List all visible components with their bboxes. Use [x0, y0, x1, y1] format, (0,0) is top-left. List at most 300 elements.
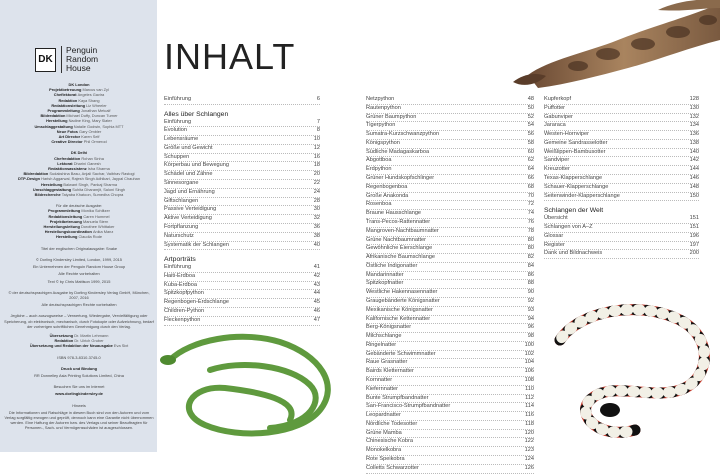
- toc-page-number: 58: [527, 139, 534, 146]
- imprint-person: Claudia Rode: [78, 234, 103, 240]
- toc-entry[interactable]: [366, 272, 534, 281]
- toc-page-number: 82: [527, 254, 534, 261]
- toc-entry[interactable]: [366, 298, 534, 307]
- toc-entry-label: Grüne Mamba: [366, 429, 402, 436]
- toc-entry[interactable]: [164, 154, 320, 163]
- imprint-person: Manuela Stern: [82, 218, 109, 224]
- toc-entry[interactable]: [164, 136, 320, 145]
- imprint-gap: [4, 378, 154, 382]
- toc-entry-label: Grüner Hundskopfschlinger: [366, 175, 435, 182]
- toc-entry[interactable]: [366, 245, 534, 254]
- toc-page-number: 60: [527, 148, 534, 155]
- toc-section-heading: Artporträts: [164, 256, 196, 264]
- toc-entry[interactable]: [366, 307, 534, 316]
- toc-page-number: 136: [689, 131, 699, 138]
- toc-entry-label: Königspython: [366, 139, 400, 146]
- toc-entry-label: Glossar: [544, 232, 564, 239]
- toc-entry[interactable]: [366, 289, 534, 298]
- toc-entry[interactable]: [544, 122, 699, 131]
- toc-entry[interactable]: [544, 224, 699, 233]
- imprint-role: Projektbetreuung: [49, 218, 83, 224]
- toc-page-number: 72: [527, 201, 534, 208]
- imprint-line: Hinweis: [72, 402, 86, 408]
- imprint-role: Bildredaktion: [23, 171, 50, 177]
- toc-entry[interactable]: [366, 184, 534, 193]
- imprint-heading: DK Delhi: [70, 150, 88, 156]
- toc-entry-label: Gabunviper: [544, 113, 573, 120]
- toc-entry[interactable]: [544, 96, 699, 105]
- imprint-line: RR Donnelley Asia Printing Solutions Limited, China: [34, 372, 124, 378]
- toc-entry[interactable]: [544, 175, 699, 184]
- toc-page-number: 32: [313, 215, 320, 222]
- imprint-gap: [4, 397, 154, 401]
- toc-entry[interactable]: [366, 263, 534, 272]
- toc-page-number: 124: [524, 456, 534, 463]
- toc-entry[interactable]: [544, 149, 699, 158]
- toc-page-number: 70: [527, 192, 534, 199]
- toc-entry-label: Südliche Madagaskarboa: [366, 148, 430, 155]
- toc-page-number: 54: [527, 122, 534, 129]
- imprint-role: Programmleitung: [48, 208, 82, 214]
- toc-page-number: 12: [313, 144, 320, 151]
- toc-entry-label: Regenbogenboa: [366, 183, 408, 190]
- toc-page-number: 74: [527, 210, 534, 217]
- toc-page-number: 38: [313, 232, 320, 239]
- toc-page-number: 126: [524, 464, 534, 471]
- toc-entry[interactable]: [366, 210, 534, 219]
- imprint-gap: [4, 360, 154, 364]
- toc-entry[interactable]: [544, 105, 699, 114]
- toc-page-number: 36: [313, 223, 320, 230]
- toc-entry-label: Rosenboa: [366, 201, 392, 208]
- page-title: INHALT: [164, 36, 296, 77]
- toc-entry[interactable]: [164, 273, 320, 282]
- imprint-role: Redaktion: [54, 338, 75, 344]
- toc-page-number: 100: [524, 341, 534, 348]
- toc-page-number: 44: [313, 290, 320, 297]
- toc-page-number: 84: [527, 262, 534, 269]
- toc-entry-label: Berg-Königsnatter: [366, 324, 412, 331]
- toc-page-number: 78: [527, 227, 534, 234]
- toc-entry-label: Rautenpython: [366, 104, 401, 111]
- toc-page-number: 151: [689, 215, 699, 222]
- imprint-role: Creative Director: [51, 139, 84, 145]
- toc-page-number: 130: [689, 104, 699, 111]
- toc-page-number: 43: [313, 281, 320, 288]
- toc-entry-label: Gewöhnliche Eierschlange: [366, 245, 433, 252]
- imprint-line: Jegliche – auch auszugsweise – Verwertung, Wiedergabe, Vervielfältigung oder Speicherung, ob elektronisch, mechanisch, durch Fotokopie oder Aufzeichnung, bedarf der vorherigen schriftlichen Genehmigung durch den Verlag.: [4, 313, 154, 329]
- imprint-gap: [4, 240, 154, 244]
- imprint-role: Herstellung: [40, 181, 64, 187]
- toc-entry[interactable]: [164, 282, 320, 291]
- toc-page-number: 86: [527, 271, 534, 278]
- toc-entry[interactable]: [164, 127, 320, 136]
- toc-page-number: 30: [313, 206, 320, 213]
- imprint-line: © der deutschsprachigen Ausgabe by Dorling Kindersley Verlag GmbH, München, 2007, 2016: [8, 289, 150, 300]
- toc-entry[interactable]: [366, 219, 534, 228]
- toc-entry[interactable]: [366, 368, 534, 377]
- toc-entry-label: Schauer-Klapperschlange: [544, 183, 609, 190]
- imprint-person: Harish Aggarwal, Rajesh Singh Adhikari, Jaypal Chauhan: [41, 176, 140, 182]
- toc-entry[interactable]: [164, 162, 320, 171]
- toc-page-number: 80: [527, 245, 534, 252]
- toc-entry[interactable]: [544, 157, 699, 166]
- toc-page-number: 8: [316, 127, 320, 134]
- toc-entry-label: Jararaca: [544, 122, 566, 129]
- toc-page-number: 104: [524, 359, 534, 366]
- toc-entry-label: Milchschlange: [366, 333, 402, 340]
- imprint-line: Alle deutschsprachigen Rechte vorbehalten: [41, 302, 117, 308]
- toc-entry-label: Colletts Schwarzotter: [366, 464, 419, 471]
- toc-page-number: 24: [313, 188, 320, 195]
- toc-entry-label: Spitzkopfpython: [164, 290, 204, 297]
- toc-entry[interactable]: [366, 114, 534, 123]
- toc-entry[interactable]: [544, 114, 699, 123]
- toc-page-number: 120: [524, 429, 534, 436]
- toc-column-1: [164, 96, 320, 326]
- toc-page-number: 96: [527, 324, 534, 331]
- toc-page-number: 128: [689, 96, 699, 102]
- imprint-line: ISBN 978-3-8310-3745-0: [57, 354, 101, 360]
- toc-entry-label: Spitzkopfnatter: [366, 280, 404, 287]
- toc-entry[interactable]: [164, 308, 320, 317]
- imprint-role: Lektorat: [57, 160, 74, 166]
- imprint-heading: Druck und Bindung: [60, 365, 98, 371]
- toc-entry-label: Erdpython: [366, 166, 392, 173]
- toc-page-number: 114: [525, 403, 534, 410]
- imprint-person: Liz Wheeler: [86, 102, 107, 108]
- imprint-person: Dr. Ulrich Gruber: [74, 338, 104, 344]
- toc-entry[interactable]: [544, 233, 699, 242]
- toc-page-number: 6: [316, 96, 320, 102]
- toc-entry[interactable]: [366, 333, 534, 342]
- imprint-person: Caren Hummel: [83, 213, 110, 219]
- toc-page-number: 68: [527, 183, 534, 190]
- imprint-person: Gary Ombler: [78, 128, 102, 134]
- toc-entry-label: Westen-Hornviper: [544, 131, 589, 138]
- toc-entry-label: Trans-Pecos-Rattennatter: [366, 218, 431, 225]
- imprint-role: Neue Fotos: [56, 128, 79, 134]
- imprint-gap: [4, 251, 154, 255]
- toc-entry[interactable]: [366, 421, 534, 430]
- imprint-role: Herstellungskoordination: [44, 229, 93, 235]
- toc-entry[interactable]: [366, 280, 534, 289]
- toc-entry-label: Tigerpython: [366, 122, 396, 129]
- imprint-role: Chefredaktion: [54, 155, 82, 161]
- toc-entry[interactable]: [366, 149, 534, 158]
- imprint-role: Redaktionsleitung: [48, 213, 84, 219]
- toc-entry[interactable]: [164, 96, 320, 105]
- toc-page-number: 98: [527, 333, 534, 340]
- toc-page-number: 18: [313, 162, 320, 169]
- imprint-person: Dorothee Whittaker: [80, 224, 115, 230]
- toc-page-number: 90: [527, 289, 534, 296]
- imprint-sidebar: [0, 0, 157, 452]
- toc-entry[interactable]: [366, 201, 534, 210]
- imprint-person: Sudakshina Basu, Anjali Sachar, Vaibhav Rastogi: [49, 171, 135, 177]
- toc-entry-label: Bunte Strumpfbandnatter: [366, 394, 429, 401]
- toc-page-number: 116: [525, 412, 534, 419]
- toc-entry[interactable]: [366, 131, 534, 140]
- toc-entry[interactable]: [164, 189, 320, 198]
- toc-entry[interactable]: [544, 242, 699, 251]
- toc-page-number: 102: [524, 350, 534, 357]
- toc-entry-label: Kalifornische Kettennatter: [366, 315, 431, 322]
- toc-page-number: 140: [689, 148, 699, 155]
- toc-entry-label: Fleckenpython: [164, 316, 201, 323]
- toc-page-number: 42: [313, 272, 320, 279]
- toc-entry[interactable]: [544, 166, 699, 175]
- toc-page-number: 197: [689, 241, 699, 248]
- toc-entry-label: Grüner Baumpython: [366, 113, 417, 120]
- toc-entry[interactable]: [164, 198, 320, 207]
- toc-entry-label: Sumatra-Kurzschwanzpython: [366, 131, 440, 138]
- imprint-person: Isha Sharma: [87, 166, 110, 172]
- toc-entry[interactable]: [544, 215, 699, 224]
- imprint-role: Redaktionsleitung: [51, 102, 87, 108]
- toc-entry[interactable]: [366, 456, 534, 465]
- toc-entry[interactable]: [366, 140, 534, 149]
- imprint-person: Nadine King, Mary Slater: [68, 118, 112, 124]
- toc-entry-label: Evolution: [164, 127, 188, 134]
- toc-page-number: 16: [313, 153, 320, 160]
- toc-entry[interactable]: [164, 290, 320, 299]
- imprint-role: Herstellung: [55, 234, 79, 240]
- imprint-person: Karen Self: [81, 134, 100, 140]
- toc-entry-label: Körperbau und Bewegung: [164, 162, 230, 169]
- toc-page-number: 142: [689, 157, 699, 164]
- toc-column-3: [544, 96, 699, 259]
- imprint-heading: www.dorlingkindersley.de: [55, 391, 103, 397]
- toc-entry-label: Raue Grasnatter: [366, 359, 408, 366]
- toc-entry[interactable]: [164, 233, 320, 242]
- imprint-role: Bildrecherche: [34, 192, 62, 198]
- toc-entry-label: Mandarinnatter: [366, 271, 404, 278]
- toc-entry[interactable]: [366, 403, 534, 412]
- toc-entry-label: Mangroven-Nachtbaumnatter: [366, 227, 439, 234]
- imprint-role: Bildredaktion: [40, 113, 67, 119]
- toc-entry[interactable]: [544, 140, 699, 149]
- toc-entry-label: Mexikanische Königsnatter: [366, 306, 433, 313]
- imprint-person: Angeles Gavira: [77, 92, 105, 98]
- toc-entry-label: Regenbogen-Erdschlange: [164, 299, 229, 306]
- imprint-line: Text © by Chris Mattison 1999, 2015: [47, 278, 111, 284]
- toc-entry-label: Fortpflanzung: [164, 223, 199, 230]
- toc-entry-label: Einführung: [164, 264, 192, 271]
- boa-photo: [508, 0, 720, 92]
- toc-entry[interactable]: [164, 180, 320, 189]
- imprint-person: Rohan Sinha: [81, 155, 104, 161]
- imprint-role: Herstellungsleitung: [43, 224, 81, 230]
- toc-entry-label: Aktive Verteidigung: [164, 215, 212, 222]
- toc-entry[interactable]: [164, 264, 320, 273]
- toc-entry-label: Children-Python: [164, 307, 205, 314]
- toc-page-number: 56: [527, 131, 534, 138]
- toc-page-number: 134: [689, 122, 699, 129]
- toc-entry[interactable]: [366, 324, 534, 333]
- toc-entry-label: Einführung: [164, 118, 192, 125]
- toc-entry[interactable]: [366, 96, 534, 105]
- dk-logo-icon: DK: [35, 48, 56, 72]
- toc-entry[interactable]: [544, 250, 699, 259]
- imprint-gap: [4, 349, 154, 353]
- toc-entry-label: Jagd und Ernährung: [164, 188, 215, 195]
- imprint-person: Suhita Dharamjit, Saloni Singh: [72, 186, 126, 192]
- toc-entry[interactable]: [366, 430, 534, 439]
- toc-entry-label: Haiti-Erdboa: [164, 272, 196, 279]
- imprint-gap: [4, 197, 154, 201]
- toc-entry[interactable]: [366, 228, 534, 237]
- toc-entry[interactable]: [366, 105, 534, 114]
- toc-page-number: 28: [313, 197, 320, 204]
- toc-page-number: 132: [689, 113, 699, 120]
- toc-entry-label: Übersicht: [544, 215, 568, 222]
- publisher-logo: [35, 46, 98, 73]
- imprint-person: Phil Ormerod: [83, 139, 107, 145]
- toc-entry-label: Monokelkobra: [366, 447, 402, 454]
- toc-entry[interactable]: [366, 316, 534, 325]
- toc-entry[interactable]: [366, 254, 534, 263]
- toc-entry[interactable]: [544, 131, 699, 140]
- toc-page-number: 122: [524, 438, 534, 445]
- toc-entry[interactable]: [164, 215, 320, 224]
- imprint-role: Redaktionsassistenz: [48, 166, 88, 172]
- toc-page-number: 112: [525, 394, 534, 401]
- toc-entry[interactable]: [164, 299, 320, 308]
- imprint-line: Besuchen Sie uns im Internet: [53, 384, 105, 390]
- toc-page-number: 45: [313, 299, 320, 306]
- imprint-person: Natalie Godwin, Sophia MTT: [73, 123, 124, 129]
- toc-entry[interactable]: [366, 359, 534, 368]
- toc-entry-label: Bairds Kletternatter: [366, 368, 414, 375]
- toc-entry[interactable]: [366, 438, 534, 447]
- toc-entry-label: Braune Hausschlange: [366, 210, 422, 217]
- imprint-role: Herstellung: [46, 118, 69, 124]
- toc-entry-label: Giftschlangen: [164, 197, 199, 204]
- toc-entry[interactable]: [366, 386, 534, 395]
- toc-entry[interactable]: [366, 377, 534, 386]
- toc-entry[interactable]: [366, 351, 534, 360]
- imprint-line: Für die deutsche Ausgabe:: [55, 203, 103, 209]
- toc-entry[interactable]: [164, 224, 320, 233]
- toc-entry-label: Westliche Hakennasennatter: [366, 289, 438, 296]
- toc-entry[interactable]: [164, 119, 320, 128]
- toc-entry[interactable]: [164, 145, 320, 154]
- toc-entry[interactable]: [366, 237, 534, 246]
- toc-entry[interactable]: [366, 395, 534, 404]
- imprint-person: Taiyaba Khatoon, Sumedha Chopra: [61, 192, 124, 198]
- toc-entry-label: Afrikanische Baumschlange: [366, 254, 436, 261]
- toc-entry-label: Kupferkopf: [544, 96, 572, 102]
- toc-entry-label: Gemeine Sandrasselotter: [544, 139, 608, 146]
- toc-entry-label: Graugebänderte Königsnatter: [366, 297, 440, 304]
- toc-entry-label: Kiefernnatter: [366, 385, 399, 392]
- toc-entry[interactable]: [366, 412, 534, 421]
- imprint-person: Kaya Shang: [78, 97, 100, 103]
- toc-entry-label: Schädel und Zähne: [164, 171, 213, 178]
- toc-page-number: 94: [527, 315, 534, 322]
- toc-page-number: 76: [527, 218, 534, 225]
- toc-entry-label: Einführung: [164, 96, 192, 102]
- toc-entry[interactable]: [366, 175, 534, 184]
- toc-entry[interactable]: [366, 193, 534, 202]
- imprint-gap: [4, 144, 154, 148]
- toc-page-number: 92: [527, 297, 534, 304]
- toc-entry-label: Texas-Klapperschlange: [544, 175, 603, 182]
- toc-entry-label: Puffotter: [544, 104, 566, 111]
- toc-page-number: 108: [524, 377, 534, 383]
- imprint-person: Marcus van Zyl: [82, 87, 109, 93]
- toc-page-number: 46: [313, 307, 320, 314]
- toc-entry-label: Dank und Bildnachweis: [544, 250, 603, 257]
- toc-page-number: 52: [527, 113, 534, 120]
- toc-entry[interactable]: [544, 184, 699, 193]
- toc-page-number: 88: [527, 280, 534, 287]
- toc-entry-label: Sandviper: [544, 157, 570, 164]
- imprint-role: Übersetzung: [49, 332, 75, 338]
- toc-entry-label: Östliche Indigonatter: [366, 262, 418, 269]
- imprint-line: Alle Rechte vorbehalten: [58, 271, 100, 277]
- toc-entry[interactable]: [164, 206, 320, 215]
- toc-entry[interactable]: [366, 122, 534, 131]
- imprint-person: Jonathan Metcalf: [80, 108, 111, 114]
- toc-entry-label: Naturschutz: [164, 232, 194, 239]
- toc-column-2: [366, 96, 534, 474]
- toc-page-number: 50: [527, 104, 534, 111]
- toc-page-number: 146: [689, 175, 699, 182]
- toc-entry-label: Weißlippen-Bambusotter: [544, 148, 606, 155]
- imprint-gap: [4, 307, 154, 311]
- milksnake-photo: [540, 280, 720, 452]
- imprint-role: Programmleitung: [47, 108, 81, 114]
- imprint-person: Michael Duffy, Duncan Turner: [66, 113, 118, 119]
- toc-entry[interactable]: [544, 193, 699, 202]
- toc-page-number: 64: [527, 166, 534, 173]
- toc-entry[interactable]: [164, 171, 320, 180]
- toc-entry[interactable]: [164, 242, 320, 251]
- toc-page-number: 110: [525, 385, 534, 392]
- imprint-role: Cheflektorat: [53, 92, 78, 98]
- imprint-role: Übersetzung und Redaktion der Neuausgabe: [29, 343, 114, 349]
- toc-entry-label: Grüne Nachtbaumnatter: [366, 236, 427, 243]
- toc-page-number: 62: [527, 157, 534, 164]
- imprint-role: Umschlaggestaltung: [34, 123, 74, 129]
- toc-page-number: 151: [689, 223, 699, 230]
- toc-section-heading: Alles über Schlangen: [164, 110, 229, 118]
- toc-page-number: 123: [524, 447, 534, 454]
- toc-page-number: 10: [313, 136, 320, 143]
- imprint-line: Titel der englischen Originalausgabe: Snake: [40, 245, 118, 251]
- toc-entry-label: Kreuzotter: [544, 166, 570, 173]
- toc-page-number: 106: [524, 368, 534, 375]
- toc-page-number: 118: [525, 420, 534, 427]
- publisher-name: Penguin Random House: [61, 46, 98, 73]
- toc-page-number: 48: [527, 96, 534, 102]
- imprint-role: Redaktion: [58, 97, 79, 103]
- toc-page-number: 47: [313, 316, 320, 323]
- imprint-person: Dharini Ganesh: [73, 160, 101, 166]
- imprint-person: Dr. Martin Lehmann: [74, 332, 109, 338]
- toc-page-number: 144: [689, 166, 699, 173]
- toc-entry[interactable]: [366, 465, 534, 474]
- toc-entry-label: Schlangen von A–Z: [544, 223, 593, 230]
- toc-entry-label: Lebensräume: [164, 136, 199, 143]
- toc-entry[interactable]: [164, 317, 320, 326]
- toc-page-number: 148: [689, 183, 699, 190]
- toc-entry[interactable]: [366, 342, 534, 351]
- toc-entry[interactable]: [366, 166, 534, 175]
- toc-entry[interactable]: [366, 157, 534, 166]
